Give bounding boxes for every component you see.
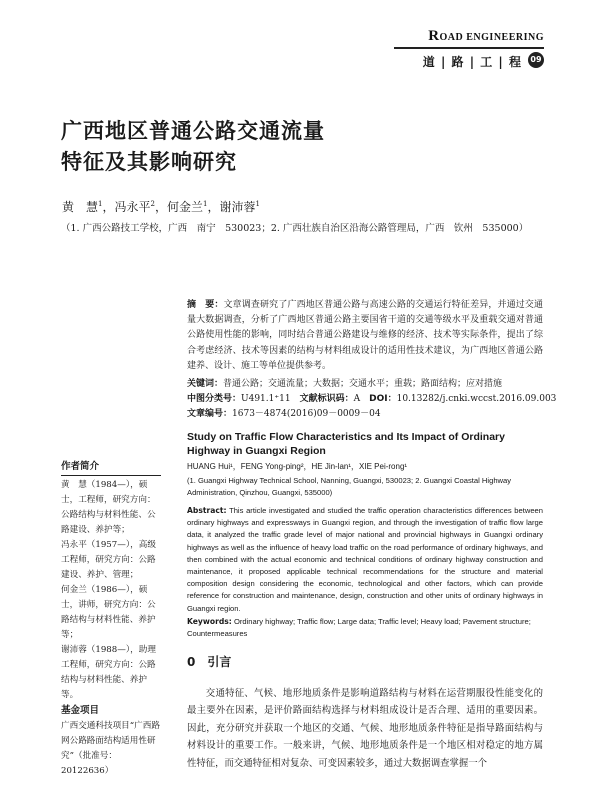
article-id-label: 文章编号： <box>187 409 233 419</box>
section-heading <box>187 653 231 670</box>
article-id-value: 1673－4874(2016)09－0009－04 <box>232 409 381 419</box>
english-authors: HUANG Hui¹，FENG Yong-ping²，HE Jin-lan¹，XIE Pei-rong¹ <box>187 462 408 471</box>
doc-code-value: A <box>353 394 361 404</box>
doi-label: DOI： <box>369 394 397 404</box>
section-number: 0 <box>187 655 196 669</box>
journal-name-cn: 道 | 路 | 工 | 程 <box>422 55 522 69</box>
author-affil-mark: 2 <box>150 200 155 208</box>
keywords-text: 普通公路；交通流量；大数据；交通水平；重载；路面结构；应对措施 <box>223 379 503 389</box>
fund-text: 广西交通科技项目“广西路网公路路面结构适用性研究”（批准号：20122636） <box>61 721 160 776</box>
author-name: 黄 慧 <box>62 200 99 214</box>
author-affil-mark: 1 <box>98 200 103 208</box>
abstract-cn <box>187 298 543 374</box>
section-title: 引言 <box>207 655 232 669</box>
author-bio-heading: 作者简介 <box>61 461 100 472</box>
doi-value: 10.13282/j.cnki.wccst.2016.09.003 <box>396 394 557 404</box>
doc-code-label: 文献标识码： <box>299 394 354 404</box>
section-body: 交通特征、气候、地形地质条件是影响道路结构与材料在运营期服役性能变化的最主要外在因素，是评价路面结构选择与材料组成设计是否合理、适用的重要因素。因此，充分研究并获取一个地区的交通、气候、地形地质条件特征是指导路面结构与材料设计的重要工作。一般来讲，气候、地形地质条件是一个地区相对稳定的地方属性特征，而交通特征相对复杂、可变因素较多，通过大数据调查掌握一个 <box>187 688 543 769</box>
sidebar-divider <box>61 475 161 476</box>
clc-label: 中图分类号： <box>187 394 242 404</box>
abstract-text: 文章调查研究了广西地区普通公路与高速公路的交通运行特征差异，并通过交通量大数据调查，分析了广西地区普通公路主要国省干道的交通等级水平及重载交通对普通公路使用性能的影响，同时结合普通公路建设与维修的经济、技术等实际条件，提出了综合考虑经济、技术等因素的结构与材料组成设计的适用性技术建议，为广西地区普通公路建养、设计、施工等单位提供参考。 <box>187 300 543 371</box>
classification-line <box>187 391 556 404</box>
english-title: Study on Traffic Flow Characteristics and Its Impact of Ordinary Highway in Guangxi Region <box>187 431 505 457</box>
paper-title <box>61 116 325 178</box>
author-sidebar <box>61 459 161 779</box>
author-affil-mark: 1 <box>203 200 208 208</box>
english-keywords-text: Ordinary highway; Traffic flow; Large data; Traffic level; Heavy load; Pavement structure; Countermeasures <box>187 617 531 639</box>
author-name: 冯永平 <box>114 200 151 214</box>
author-bio: 冯永平（1957—），高级工程师，研究方向：公路建设、养护、管理； <box>61 540 156 580</box>
article-id-line <box>187 406 381 419</box>
keywords-label: 关键词： <box>187 379 224 389</box>
title-line-2: 特征及其影响研究 <box>61 150 237 174</box>
affiliation: （1. 广西公路技工学校，广西 南宁 530023；2. 广西壮族自治区沿海公路管理局，广西 钦州 535000） <box>61 223 529 234</box>
english-abstract <box>187 505 543 615</box>
author-list: 黄 慧$^1$，冯永平$^2$，何金兰$^1$，谢沛蓉$^1$ <box>62 200 260 214</box>
author-bio: 何金兰（1986—），硕士，讲师，研究方向：公路结构与材料性能、养护等； <box>61 585 156 640</box>
fund-heading: 基金项目 <box>61 705 100 716</box>
author-bio: 谢沛蓉（1988—），助理工程师，研究方向：公路结构与材料性能、养护等。 <box>61 645 156 700</box>
journal-name-en: ROAD ENGINEERING <box>428 28 544 44</box>
english-abstract-text: This article investigated and studied the traffic operation characteristics differences between ordinary highways and expressways in Guangxi region, and through the investigation of traffic flow large data, it analyzed the traffic grade level of major national and provincial highways in Guangxi ordinary highways as well as the influence of heavy load traffic on the road performance of ordinary highways, and then combined with the actual economic and technical conditions of ordinary highway construction and maintenance, it proposed applicable technical recommendations for the structure and material composition design considering the economic, technological and other factors, which can provide reference for construction and maintenance, design, construction and other units of ordinary highways in Guangxi region. <box>187 506 543 613</box>
keywords-cn <box>187 376 502 389</box>
english-keywords-label: Keywords: <box>187 617 232 626</box>
title-line-1: 广西地区普通公路交通流量 <box>61 119 325 143</box>
author-name: 何金兰 <box>167 200 204 214</box>
author-affil-mark: 1 <box>255 200 260 208</box>
english-keywords <box>187 616 543 640</box>
author-name: 谢沛蓉 <box>219 200 256 214</box>
clc-value: U491.1⁺11 <box>241 394 291 404</box>
journal-rule <box>394 47 544 49</box>
journal-header <box>384 26 544 70</box>
author-bio: 黄 慧（1984—），硕士，工程师，研究方向：公路结构与材料性能、公路建设、养护等； <box>61 480 156 535</box>
page-number-badge: 09 <box>528 52 544 68</box>
english-abstract-label: Abstract: <box>187 506 227 515</box>
abstract-label: 摘 要： <box>187 300 224 310</box>
english-affiliation: (1. Guangxi Highway Technical School, Nanning, Guangxi, 530023; 2. Guangxi Coastal Highway Administration, Qinzhou, Guangxi, 535000) <box>187 476 512 497</box>
